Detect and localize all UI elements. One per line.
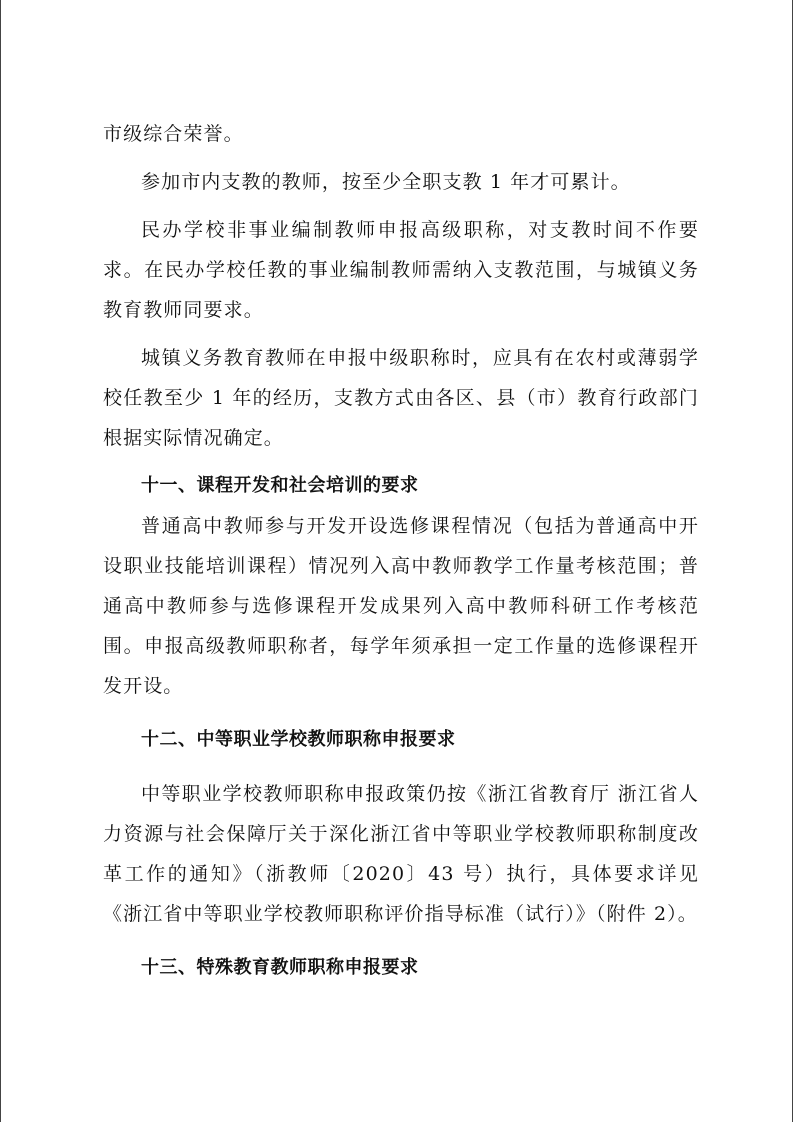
paragraph-private-school: 民办学校非事业编制教师申报高级职称，对支教时间不作要求。在民办学校任教的事业编制教师需纳入支教范围，与城镇义务教育教师同要求。	[103, 219, 699, 321]
paragraph-teaching-support-count: 参加市内支教的教师，按至少全职支教 1 年才可累计。	[141, 171, 631, 193]
paragraph-vocational-school: 中等职业学校教师职称申报政策仍按《浙江省教育厅 浙江省人力资源与社会保障厅关于深化浙江省中等职业学校教师职称制度改革工作的通知》（浙教师〔2020〕43 号）执行，具体要求详见《浙江省中等职业学校教师职称评价指导标准（试行）》（附件 2）。	[103, 783, 699, 925]
paragraph-continuation: 市级综合荣誉。	[103, 123, 244, 145]
page-border-left	[0, 0, 1, 1122]
section-heading-12: 十二、中等职业学校教师职称申报要求	[141, 729, 456, 750]
paragraph-urban-teacher: 城镇义务教育教师在申报中级职称时，应具有在农村或薄弱学校任教至少 1 年的经历，支教方式由各区、县（市）教育行政部门根据实际情况确定。	[103, 347, 699, 449]
section-heading-11: 十一、课程开发和社会培训的要求	[141, 475, 419, 496]
section-heading-13: 十三、特殊教育教师职称申报要求	[141, 957, 419, 978]
paragraph-course-development: 普通高中教师参与开发开设选修课程情况（包括为普通高中开设职业技能培训课程）情况列入高中教师教学工作量考核范围；普通高中教师参与选修课程开发成果列入高中教师科研工作考核范围。申报高级教师职称者，每学年须承担一定工作量的选修课程开发开设。	[103, 515, 699, 697]
document-body	[103, 114, 699, 988]
